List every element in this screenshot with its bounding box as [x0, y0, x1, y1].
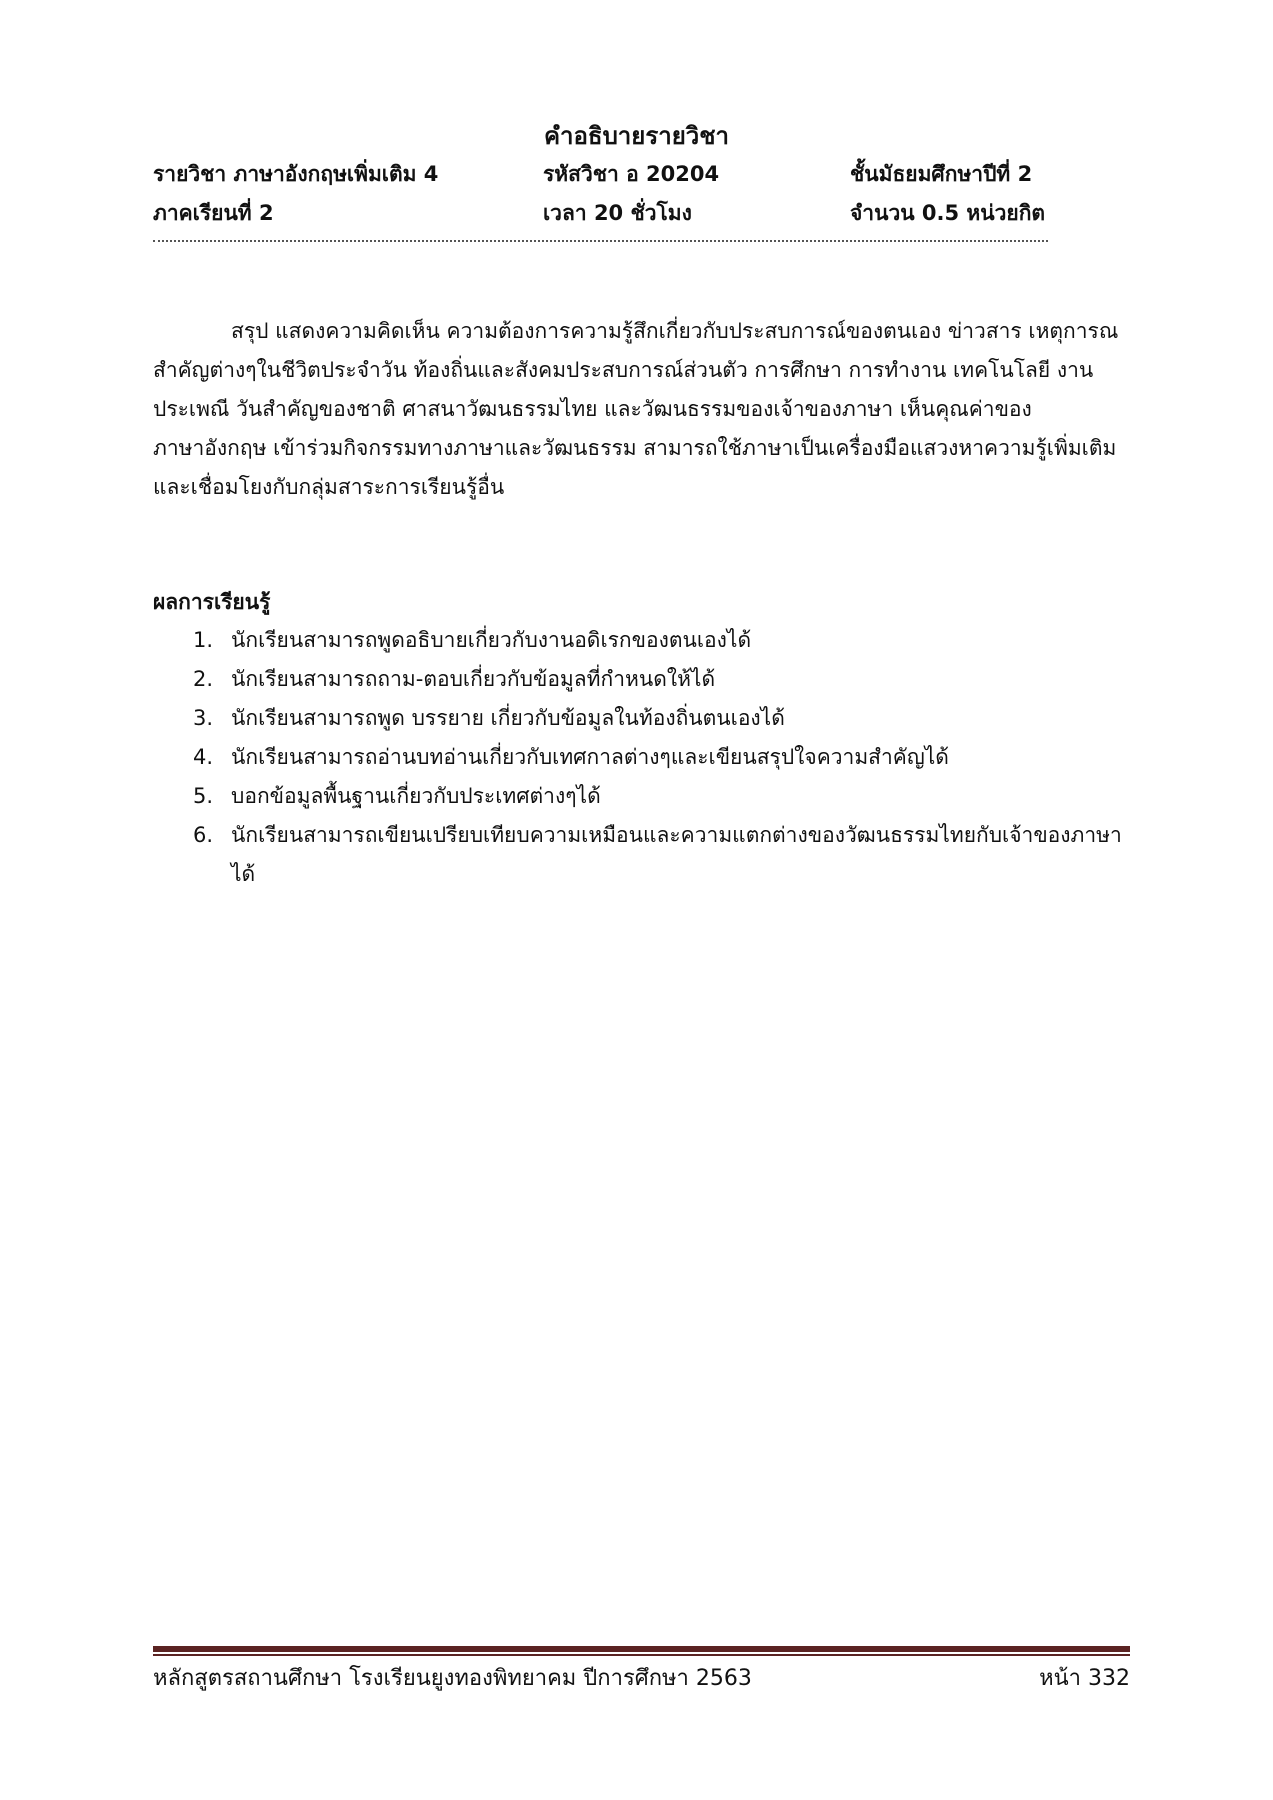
item-number: 6. — [193, 823, 214, 847]
page-number: หน้า 332 — [1039, 1666, 1130, 1691]
item-text: ได้ — [231, 862, 256, 886]
description-line: สรุป แสดงความคิดเห็น ความต้องการความรู้สึกเกี่ยวกับประสบการณ์ของตนเอง ข่าวสาร เหตุการณ — [231, 319, 1119, 343]
footer-text: หลักสูตรสถานศึกษา โรงเรียนยูงทองพิทยาคม ปีการศึกษา 2563 — [153, 1666, 752, 1691]
item-text: นักเรียนสามารถถาม-ตอบเกี่ยวกับข้อมูลที่กำหนดให้ได้ — [231, 667, 716, 691]
dotted-divider — [153, 238, 1048, 242]
subject-code: รหัสวิชา อ 20204 — [543, 162, 720, 186]
item-number: 1. — [193, 628, 214, 652]
item-number: 5. — [193, 784, 214, 808]
page-title: คำอธิบายรายวิชา — [543, 122, 730, 150]
item-text: นักเรียนสามารถพูด บรรยาย เกี่ยวกับข้อมูลในท้องถิ่นตนเองได้ — [231, 706, 785, 730]
description-line: และเชื่อมโยงกับกลุ่มสาระการเรียนรู้อื่น — [153, 475, 505, 499]
subject-name: รายวิชา ภาษาอังกฤษเพิ่มเติม 4 — [153, 162, 439, 186]
item-text: นักเรียนสามารถอ่านบทอ่านเกี่ยวกับเทศกาลต่างๆและเขียนสรุปใจความสำคัญได้ — [231, 745, 949, 769]
item-number: 3. — [193, 706, 214, 730]
course-description — [153, 312, 1133, 507]
credits: จำนวน 0.5 หน่วยกิต — [850, 201, 1046, 225]
item-text: บอกข้อมูลพื้นฐานเกี่ยวกับประเทศต่างๆได้ — [231, 784, 601, 808]
item-text: นักเรียนสามารถเขียนเปรียบเทียบความเหมือนและความแตกต่างของวัฒนธรรมไทยกับเจ้าของภาษา — [231, 823, 1122, 847]
semester: ภาคเรียนที่ 2 — [153, 201, 274, 225]
hours: เวลา 20 ชั่วโมง — [543, 201, 692, 225]
description-line: ภาษาอังกฤษ เข้าร่วมกิจกรรมทางภาษาและวัฒนธรรม สามารถใช้ภาษาเป็นเครื่องมือแสวงหาความรู้เพิ่มเติม — [153, 436, 1117, 460]
item-number: 2. — [193, 667, 214, 691]
description-line: ประเพณี วันสำคัญของชาติ ศาสนาวัฒนธรรมไทย และวัฒนธรรมของเจ้าของภาษา เห็นคุณค่าของ — [153, 397, 1032, 421]
outcomes-heading: ผลการเรียนรู้ — [153, 590, 271, 614]
footer-rule-thin — [153, 1654, 1130, 1656]
grade-level: ชั้นมัธยมศึกษาปีที่ 2 — [850, 162, 1033, 186]
item-text: นักเรียนสามารถพูดอธิบายเกี่ยวกับงานอดิเรกของตนเองได้ — [231, 628, 752, 652]
description-line: สำคัญต่างๆในชีวิตประจำวัน ท้องถิ่นและสังคมประสบการณ์ส่วนตัว การศึกษา การทำงาน เทคโนโลยี งาน — [153, 358, 1094, 382]
footer-rule-thick — [153, 1646, 1130, 1652]
item-number: 4. — [193, 745, 214, 769]
